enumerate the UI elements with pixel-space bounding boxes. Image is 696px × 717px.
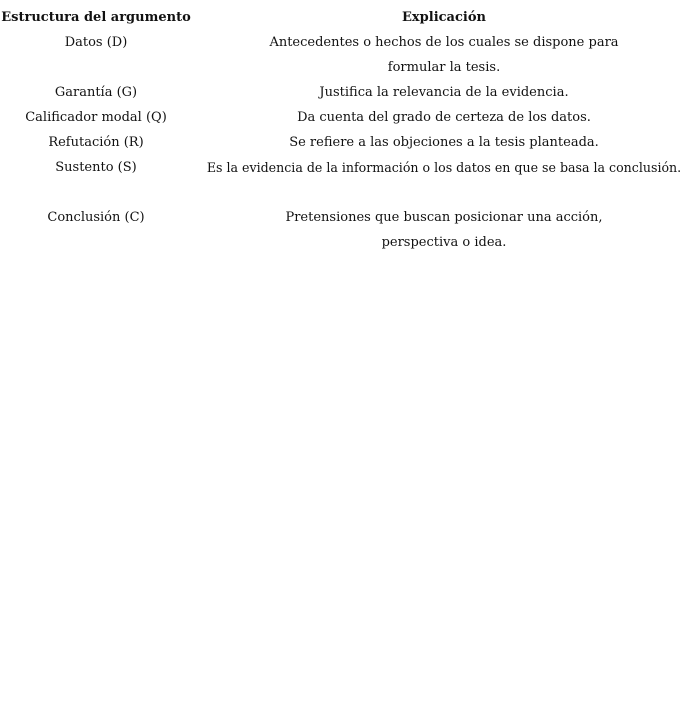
explanation-cell — [192, 105, 696, 130]
explanation-line: Antecedentes o hechos de los cuales se dispone para — [269, 35, 619, 50]
term-label: Calificador modal (Q) — [25, 110, 167, 125]
spacer-cell — [192, 180, 696, 205]
term-label: Garantía (G) — [54, 85, 138, 100]
term-cell — [0, 30, 192, 80]
table-row-garantia — [0, 80, 696, 105]
explanation-line: Es la evidencia de la información o los datos en que se basa la conclusión. — [206, 160, 682, 175]
table-row-datos — [0, 30, 696, 80]
explanation-cell — [192, 130, 696, 155]
explanation-line: Se refiere a las objeciones a la tesis planteada. — [289, 135, 599, 150]
table-row-calificador — [0, 105, 696, 130]
table-header-row — [0, 5, 696, 30]
header-explanation: Explicación — [402, 10, 486, 25]
table-row-sustento — [0, 155, 696, 180]
explanation-cell — [192, 30, 696, 80]
explanation-cell — [192, 205, 696, 255]
term-cell — [0, 155, 192, 180]
explanation-line: perspectiva o idea. — [381, 235, 507, 250]
term-label: Refutación (R) — [48, 135, 144, 150]
spacer-cell — [0, 180, 192, 205]
term-cell — [0, 105, 192, 130]
explanation-line: Pretensiones que buscan posicionar una acción, — [285, 210, 603, 225]
explanation-cell — [192, 155, 696, 180]
explanation-line: formular la tesis. — [387, 60, 501, 75]
table-row-conclusion — [0, 205, 696, 255]
header-structure: Estructura del argumento — [1, 10, 191, 25]
argument-structure-table — [0, 5, 696, 255]
term-label: Sustento (S) — [55, 160, 137, 175]
table-row-refutacion — [0, 130, 696, 155]
explanation-line: Da cuenta del grado de certeza de los datos. — [297, 110, 591, 125]
term-label: Conclusión (C) — [47, 210, 145, 225]
explanation-line: Justifica la relevancia de la evidencia. — [319, 85, 569, 100]
explanation-cell — [192, 80, 696, 105]
table-spacer-row — [0, 180, 696, 205]
term-label: Datos (D) — [64, 35, 128, 50]
term-cell — [0, 205, 192, 255]
term-cell — [0, 80, 192, 105]
term-cell — [0, 130, 192, 155]
